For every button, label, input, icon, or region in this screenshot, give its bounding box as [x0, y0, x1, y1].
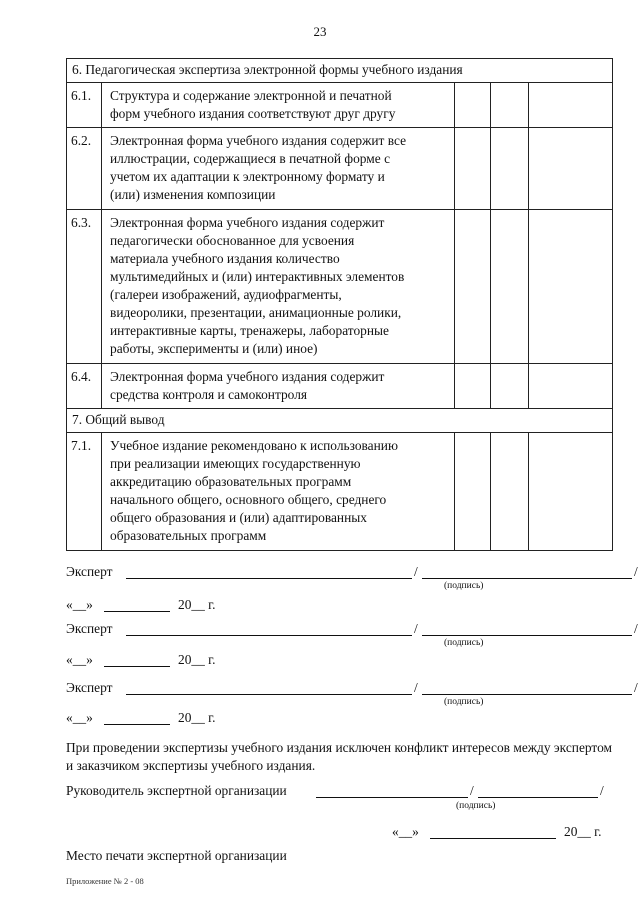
mark-cell[interactable]	[455, 210, 491, 364]
slash: /	[600, 783, 604, 798]
signature-caption: (подпись)	[444, 697, 484, 707]
name-line[interactable]	[422, 621, 632, 636]
conflict-of-interest-text: При проведении экспертизы учебного издания исключен конфликт интересов между экспертом и заказчиком экспертизы учебного издания.	[66, 740, 612, 773]
signature-line[interactable]	[126, 564, 412, 579]
slash: /	[634, 680, 638, 695]
date-row	[66, 597, 266, 617]
table-row	[67, 210, 613, 364]
slash: /	[414, 564, 418, 579]
item-text: Электронная форма учебного издания содержит все иллюстрации, содержащиеся в печатной форме с учетом их адаптации к электронному формату и (или) изменения композиции	[102, 128, 455, 210]
expert-signature-row	[66, 564, 638, 584]
mark-cell[interactable]	[491, 210, 529, 364]
signature-line[interactable]	[126, 621, 412, 636]
comment-cell[interactable]	[529, 210, 613, 364]
expert-label: Эксперт	[66, 621, 113, 636]
table-row	[67, 83, 613, 128]
mark-cell[interactable]	[455, 433, 491, 551]
item-text: Учебное издание рекомендовано к использованию при реализации имеющих государственную аккредитацию образовательных программ начального общего, основного общего, среднего общего образования и (или) адаптированных образовательных программ	[102, 433, 455, 551]
mark-cell[interactable]	[491, 364, 529, 409]
comment-cell[interactable]	[529, 83, 613, 128]
section-6-header	[67, 59, 613, 83]
item-text: Электронная форма учебного издания содержит педагогически обоснованное для усвоения материала учебного издания количество мультимедийных и (или) интерактивных элементов (галереи изображений, аудиофрагменты, видеоролики, презентации, анимационные ролики, интерактивные карты, тренажеры, лабораторные работы, эксперименты и (или) иное)	[102, 210, 455, 364]
head-label: Руководитель экспертной организации	[66, 783, 287, 798]
mark-cell[interactable]	[491, 433, 529, 551]
date-month-line[interactable]	[104, 710, 170, 725]
head-date-row	[392, 824, 612, 844]
table-row	[67, 128, 613, 210]
signature-line[interactable]	[126, 680, 412, 695]
page-number: 23	[313, 24, 327, 39]
section-7-header	[67, 409, 613, 433]
signature-line[interactable]	[316, 783, 468, 798]
item-number: 6.3.	[67, 210, 102, 364]
item-text: Структура и содержание электронной и печатной форм учебного издания соответствуют друг другу	[102, 83, 455, 128]
name-line[interactable]	[478, 783, 598, 798]
mark-cell[interactable]	[455, 83, 491, 128]
item-number: 7.1.	[67, 433, 102, 551]
date-year: 20__ г.	[564, 824, 602, 839]
expert-label: Эксперт	[66, 680, 113, 695]
comment-cell[interactable]	[529, 128, 613, 210]
signature-caption: (подпись)	[444, 581, 484, 591]
signature-caption: (подпись)	[456, 801, 496, 811]
slash: /	[470, 783, 474, 798]
slash: /	[414, 680, 418, 695]
slash: /	[414, 621, 418, 636]
mark-cell[interactable]	[491, 83, 529, 128]
expert-signature-row	[66, 680, 638, 700]
item-text: Электронная форма учебного издания содержит средства контроля и самоконтроля	[102, 364, 455, 409]
name-line[interactable]	[422, 680, 632, 695]
expert-signature-row	[66, 621, 638, 641]
date-row	[66, 710, 266, 730]
date-month-line[interactable]	[104, 597, 170, 612]
table-row	[67, 364, 613, 409]
date-year: 20__ г.	[178, 710, 216, 725]
date-day: «__»	[392, 824, 419, 839]
footer-note: Приложение № 2 - 08	[66, 876, 144, 886]
item-number: 6.4.	[67, 364, 102, 409]
date-year: 20__ г.	[178, 597, 216, 612]
mark-cell[interactable]	[455, 364, 491, 409]
section-7-title: 7. Общий вывод	[67, 409, 613, 433]
comment-cell[interactable]	[529, 364, 613, 409]
date-day: «__»	[66, 597, 93, 612]
name-line[interactable]	[422, 564, 632, 579]
comment-cell[interactable]	[529, 433, 613, 551]
slash: /	[634, 564, 638, 579]
date-month-line[interactable]	[104, 652, 170, 667]
item-number: 6.1.	[67, 83, 102, 128]
mark-cell[interactable]	[491, 128, 529, 210]
stamp-place-label: Место печати экспертной организации	[66, 848, 287, 863]
expert-label: Эксперт	[66, 564, 113, 579]
head-signature-row	[66, 783, 612, 803]
date-day: «__»	[66, 652, 93, 667]
table-row	[67, 433, 613, 551]
date-day: «__»	[66, 710, 93, 725]
signature-caption: (подпись)	[444, 638, 484, 648]
date-month-line[interactable]	[430, 824, 556, 839]
section-6-title: 6. Педагогическая экспертиза электронной формы учебного издания	[67, 59, 613, 83]
slash: /	[634, 621, 638, 636]
date-year: 20__ г.	[178, 652, 216, 667]
mark-cell[interactable]	[455, 128, 491, 210]
item-number: 6.2.	[67, 128, 102, 210]
date-row	[66, 652, 266, 672]
expertise-table	[66, 58, 613, 551]
